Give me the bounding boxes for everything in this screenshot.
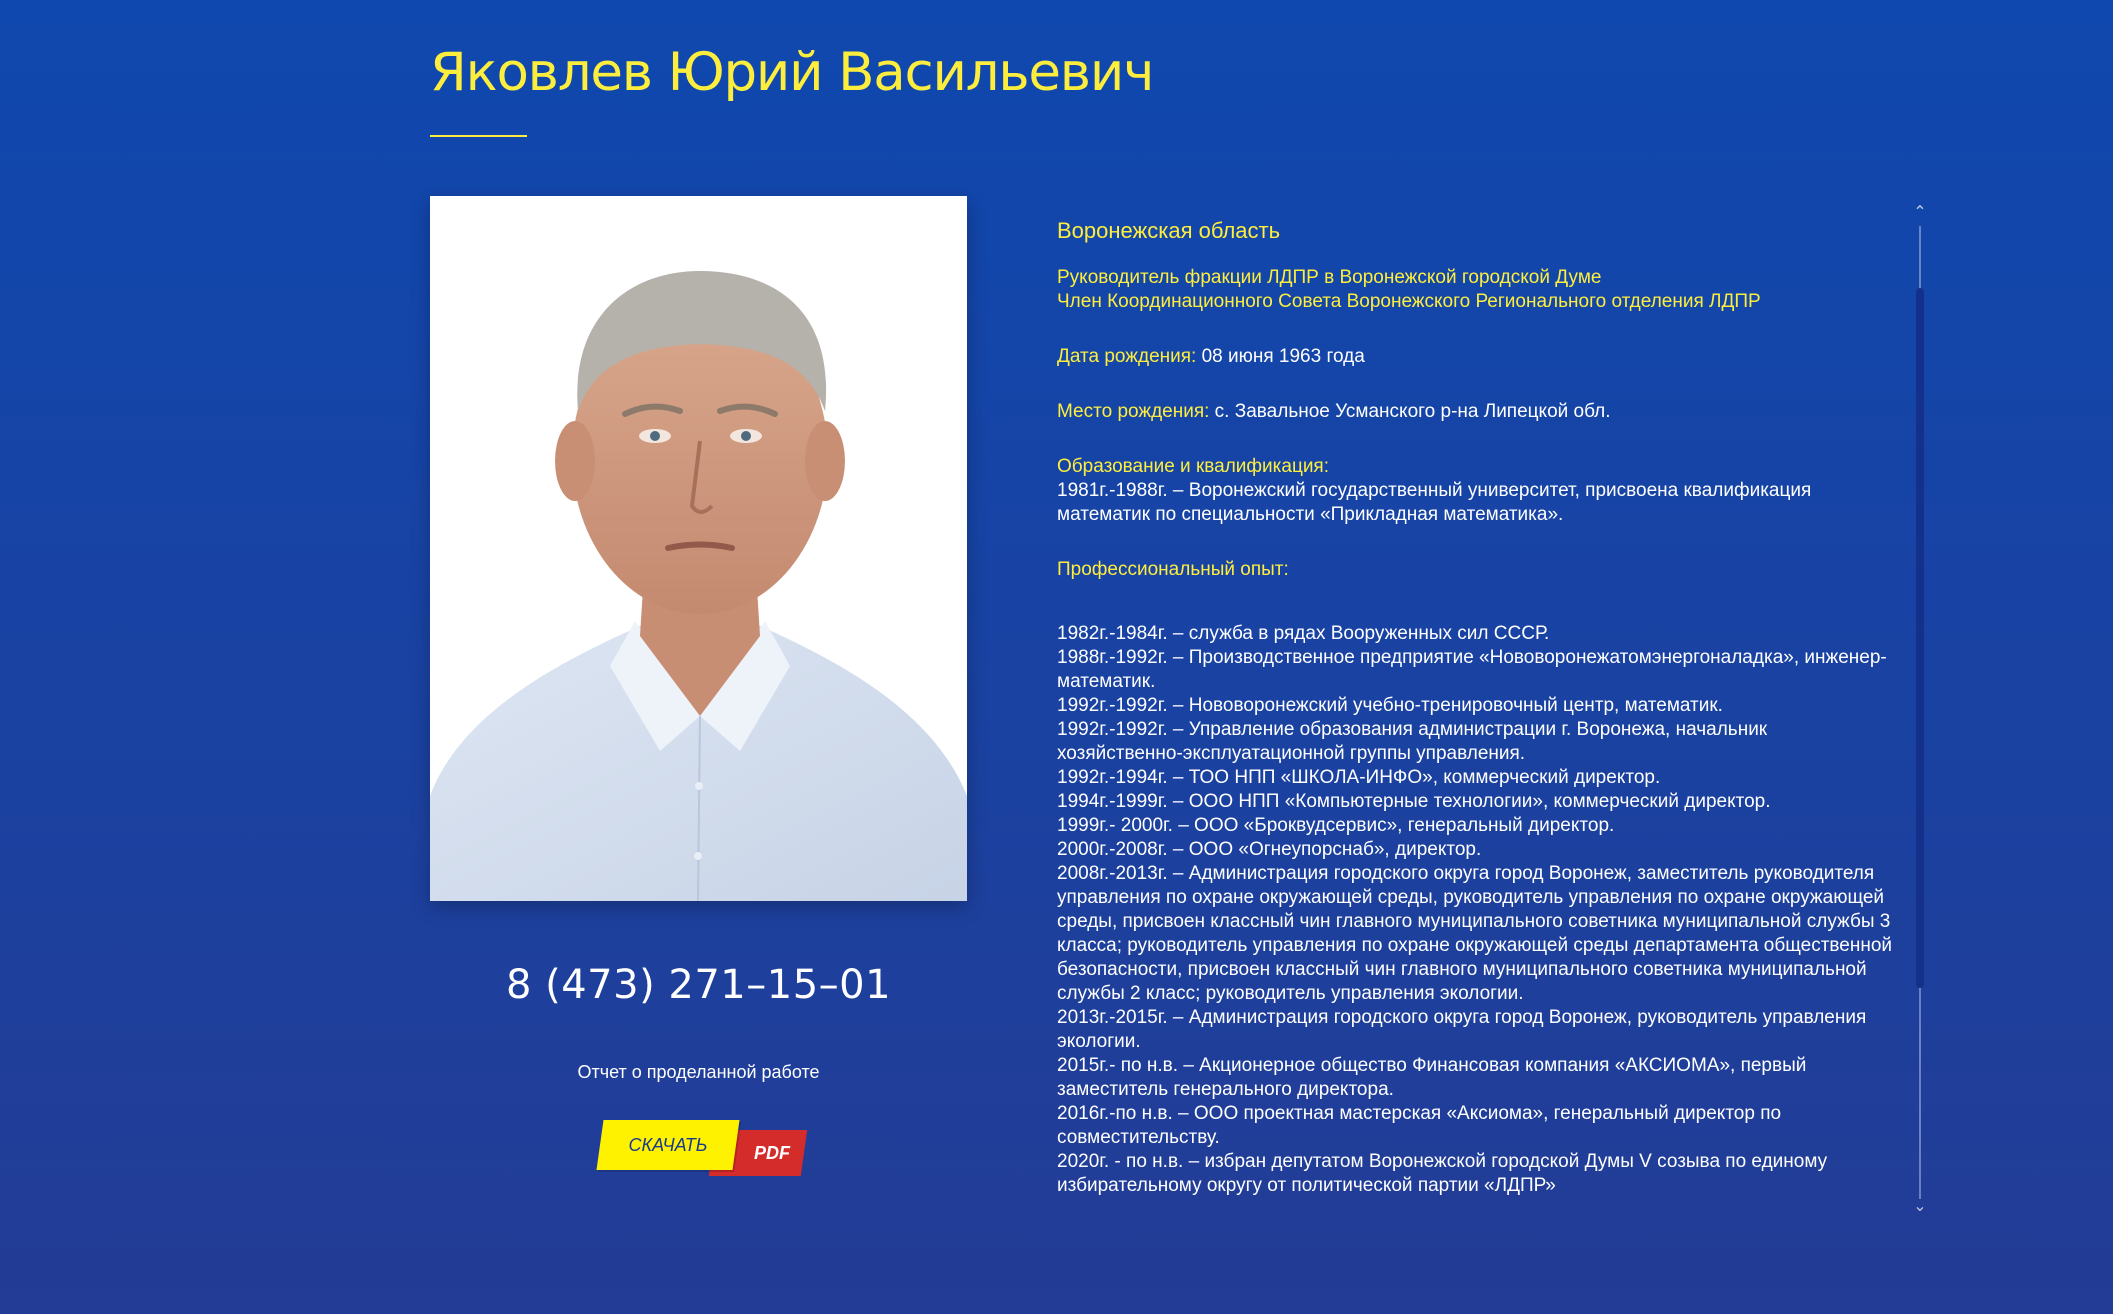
experience-list [1057,622,1897,1198]
position-line: Руководитель фракции ЛДПР в Воронежской городской Думе [1057,267,1602,288]
experience-item: 1992г.-1994г. – ТОО НПП «ШКОЛА-ИНФО», коммерческий директор. [1057,767,1661,788]
experience-item: 2015г.- по н.в. – Акционерное общество Финансовая компания «АКСИОМА», первый заместитель генерального директора. [1057,1055,1807,1100]
scroll-thumb[interactable] [1916,288,1924,988]
experience-item: 2013г.-2015г. – Администрация городского округа город Воронеж, руководитель управления экологии. [1057,1007,1867,1052]
education-label: Образование и квалификация: [1057,456,1330,477]
experience-item: 1992г.-1992г. – Управление образования администрации г. Воронежа, начальник хозяйственно-эксплуатационной группы управления. [1057,719,1768,764]
experience-item: 1982г.-1984г. – служба в рядах Вооруженных сил СССР. [1057,623,1550,644]
experience-item: 2016г.-по н.в. – ООО проектная мастерская «Аксиома», генеральный директор по совместительству. [1057,1103,1782,1148]
biography [1057,216,1897,1221]
birth-date-value: 08 июня 1963 года [1196,346,1365,367]
positions [1057,266,1897,314]
phone-number[interactable]: 8 (473) 271–15–01 [505,962,892,1008]
experience-item: 1992г.-1992г. – Нововоронежский учебно-тренировочный центр, математик. [1057,695,1723,716]
experience-item: 1994г.-1999г. – ООО НПП «Компьютерные технологии», коммерческий директор. [1057,791,1771,812]
education-text: 1981г.-1988г. – Воронежский государственный университет, присвоена квалификация математик по специальности «Прикладная математика». [1057,480,1812,525]
experience-item: 2000г.-2008г. – ООО «Огнеупорснаб», директор. [1057,839,1482,860]
experience-item: 1988г.-1992г. – Производственное предприятие «Нововоронежатомэнергоналадка», инженер-математик. [1057,647,1887,692]
birth-date-label: Дата рождения: [1057,346,1197,367]
portrait-photo [430,196,967,901]
birth-place-value: с. Завальное Усманского р-на Липецкой обл. [1209,401,1611,422]
download-pdf-button[interactable] [594,1118,809,1180]
education [1057,455,1897,527]
report-label: Отчет о проделанной работе [577,1062,820,1082]
title-underline [430,135,527,137]
experience-item: 1999г.- 2000г. – ООО «Броквудсервис», генеральный директор. [1057,815,1615,836]
experience-item: 2008г.-2013г. – Администрация городского округа город Воронеж, заместитель руководителя управления по охране окружающей среды, руководитель управления по охране окружающей среды, присвоен классный чин главного муниципального советника муниципальной службы 3 класса; руководитель управления по охране окружающей среды департамента общественной безопасности, присвоен классный чин главного муниципального советника муниципальной службы 2 класс; руководитель управления экологии. [1057,863,1893,1004]
chevron-up-icon[interactable]: ⌃ [1913,204,1927,221]
experience-label: Профессиональный опыт: [1057,559,1289,580]
birth-place [1057,400,1897,424]
download-label: СКАЧАТЬ [628,1135,708,1155]
region: Воронежская область [1057,218,1281,243]
experience-item: 2020г. - по н.в. – избран депутатом Воронежской городской Думы V созыва по единому избирательному округу от политической партии «ЛДПР» [1057,1151,1828,1196]
pdf-label: PDF [754,1143,790,1163]
chevron-down-icon[interactable]: ⌄ [1913,1198,1927,1215]
bio-scrollbar[interactable] [1910,204,1930,1220]
page-title: Яковлев Юрий Васильевич [430,42,1154,103]
birth-date [1057,345,1897,369]
position-line: Член Координационного Совета Воронежского Регионального отделения ЛДПР [1057,291,1761,312]
birth-place-label: Место рождения: [1057,401,1210,422]
